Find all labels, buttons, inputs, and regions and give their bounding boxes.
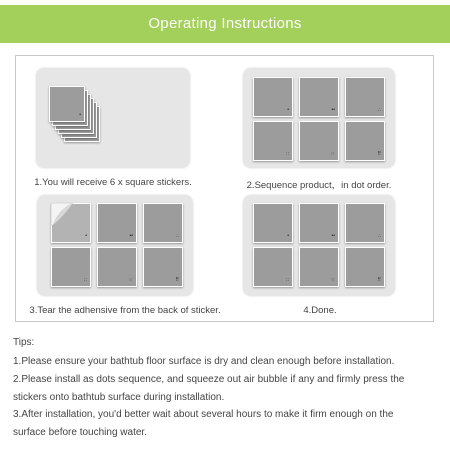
dot-marker: ⁙	[330, 277, 335, 283]
dot-marker: ⁙	[330, 151, 335, 157]
sticker-5	[299, 121, 339, 161]
step-3-card	[37, 195, 193, 296]
tips-heading: Tips:	[13, 337, 35, 348]
dot-marker: •	[79, 112, 81, 118]
tips-line-5: surface before touching water.	[13, 427, 147, 438]
dot-marker: ••	[331, 107, 335, 113]
step-1-label: 1.You will receive 6 x square stickers.	[34, 177, 192, 188]
dot-marker: •	[287, 107, 289, 113]
sticker-3	[345, 203, 385, 243]
dot-marker: ⠿	[377, 277, 381, 283]
peel-corner-icon	[51, 203, 75, 227]
step-2-card	[243, 68, 395, 168]
sticker-6	[143, 247, 183, 287]
dot-marker: •	[85, 233, 87, 239]
sticker-1	[253, 203, 293, 243]
sticker-4	[253, 247, 293, 287]
sticker-2	[299, 77, 339, 117]
step-1-card	[36, 68, 190, 168]
step-3-label: 3.Tear the adhensive from the back of sticker.	[29, 305, 221, 316]
sticker-6	[345, 121, 385, 161]
dot-marker: ⁙	[128, 277, 133, 283]
sticker-peeling	[51, 203, 91, 243]
tips-line-4: 3.After installation, you'd better wait about several hours to make it firm enough on the	[13, 409, 394, 420]
dot-marker: ••	[129, 233, 133, 239]
sticker-5	[97, 247, 137, 287]
dot-marker: ∴	[377, 233, 381, 239]
step-4-card	[243, 195, 395, 296]
dot-marker: ∷	[285, 151, 289, 157]
dot-marker: ∴	[377, 107, 381, 113]
dot-marker: ∷	[285, 277, 289, 283]
sticker-stack-6	[49, 86, 85, 122]
sticker-4	[253, 121, 293, 161]
dot-marker: •	[287, 233, 289, 239]
dot-marker: ⠿	[175, 277, 179, 283]
sticker-6	[345, 247, 385, 287]
sticker-2	[299, 203, 339, 243]
sticker-1	[253, 77, 293, 117]
tips-line-2: 2.Please install as dots sequence, and squeeze out air bubble if any and firmly press the	[13, 374, 405, 385]
dot-marker: ∷	[83, 277, 87, 283]
tips-line-1: 1.Please ensure your bathtub floor surface is dry and clean enough before installation.	[13, 356, 395, 367]
page-title: Operating Instructions	[148, 15, 302, 32]
dot-marker: ⠿	[377, 151, 381, 157]
sticker-5	[299, 247, 339, 287]
sticker-2	[97, 203, 137, 243]
sticker-4	[51, 247, 91, 287]
dot-marker: ••	[331, 233, 335, 239]
sticker-3	[345, 77, 385, 117]
step-2-label: 2.Sequence product，in dot order.	[246, 180, 392, 191]
step-4-label: 4.Done.	[303, 305, 337, 316]
sticker-3	[143, 203, 183, 243]
tips-line-3: stickers onto bathtub surface during installation.	[13, 392, 225, 403]
dot-marker: ∴	[175, 233, 179, 239]
